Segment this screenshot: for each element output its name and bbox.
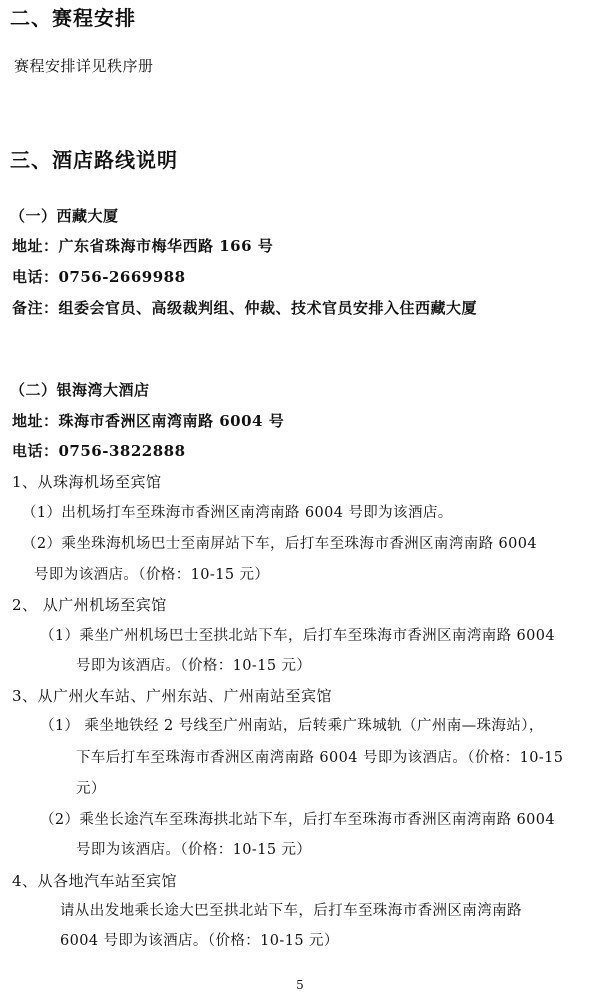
section-2-body: 赛程安排详见秩序册 bbox=[14, 57, 154, 75]
route-2-option-1-cont: 号即为该酒店。（价格：10-15 元） bbox=[76, 658, 312, 674]
hotel-1-phone: 电话：0756-2669988 bbox=[12, 268, 186, 286]
route-1-heading: 1、从珠海机场至宾馆 bbox=[12, 473, 162, 491]
hotel-2-address: 地址：珠海市香洲区南湾南路 6004 号 bbox=[12, 412, 285, 430]
route-3-heading: 3、从广州火车站、广州东站、广州南站至宾馆 bbox=[12, 687, 333, 705]
route-1-option-2-cont: 号即为该酒店。（价格：10-15 元） bbox=[34, 567, 270, 583]
route-4-heading: 4、从各地汽车站至宾馆 bbox=[12, 872, 178, 890]
hotel-1-title: （一）西藏大厦 bbox=[10, 207, 119, 225]
route-4-option-1: 请从出发地乘长途大巴至拱北站下车，后打车至珠海市香洲区南湾南路 bbox=[60, 903, 522, 919]
route-2-option-1: （1）乘坐广州机场巴士至拱北站下车，后打车至珠海市香洲区南湾南路 6004 bbox=[40, 628, 556, 644]
route-4-option-1-cont: 6004 号即为该酒店。（价格：10-15 元） bbox=[60, 933, 339, 949]
section-2-heading: 二、赛程安排 bbox=[10, 6, 136, 30]
hotel-1-note: 备注：组委会官员、高级裁判组、仲裁、技术官员安排入住西藏大厦 bbox=[12, 299, 478, 317]
route-3-option-2: （2）乘坐长途汽车至珠海拱北站下车，后打车至珠海市香洲区南湾南路 6004 bbox=[40, 812, 556, 828]
route-2-heading: 2、 从广州机场至宾馆 bbox=[12, 596, 167, 614]
hotel-2-phone: 电话：0756-3822888 bbox=[12, 442, 186, 460]
route-1-option-2: （2）乘坐珠海机场巴士至南屏站下车，后打车至珠海市香洲区南湾南路 6004 bbox=[22, 536, 538, 552]
route-1-option-1: （1）出机场打车至珠海市香洲区南湾南路 6004 号即为该酒店。 bbox=[22, 505, 453, 521]
hotel-2-title: （二）银海湾大酒店 bbox=[10, 381, 150, 399]
route-3-option-1-cont: 下车后打车至珠海市香洲区南湾南路 6004 号即为该酒店。（价格：10-15 bbox=[76, 750, 564, 766]
route-3-option-1-cont-2: 元） bbox=[76, 781, 106, 797]
route-3-option-1: （1） 乘坐地铁经 2 号线至广州南站，后转乘广珠城轨（广州南—珠海站）， bbox=[40, 718, 544, 734]
route-3-option-2-cont: 号即为该酒店。（价格：10-15 元） bbox=[76, 842, 312, 858]
section-3-heading: 三、酒店路线说明 bbox=[10, 148, 178, 172]
hotel-1-address: 地址：广东省珠海市梅华西路 166 号 bbox=[12, 237, 274, 255]
page-number: 5 bbox=[296, 978, 304, 992]
